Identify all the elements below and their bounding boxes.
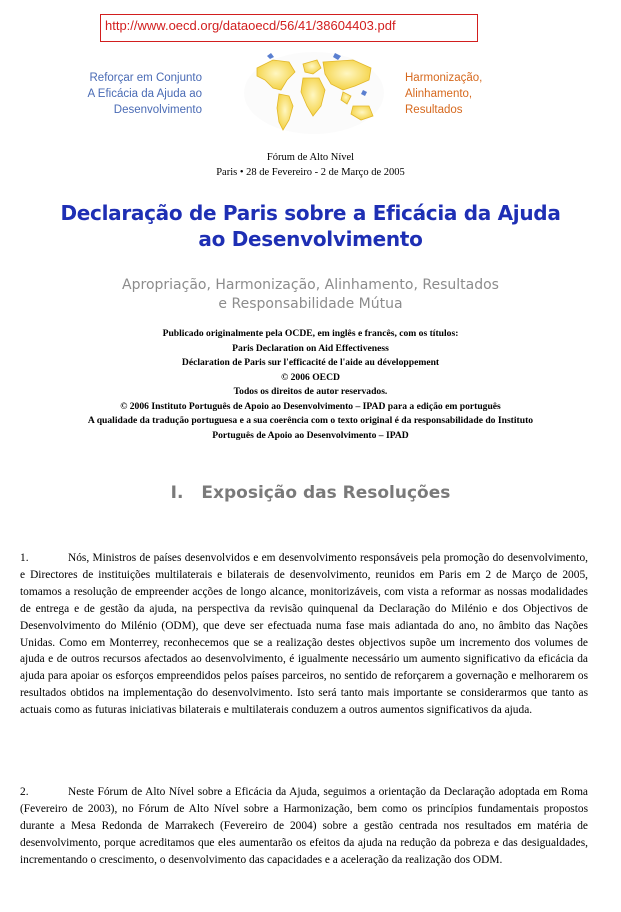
publication-line: Déclaration de Paris sur l'efficacité de l'aide au développement [181,357,440,368]
forum-place-date: Paris • 28 de Fevereiro - 2 de Março de 2005 [216,167,405,178]
publication-line: Publicado originalmente pela OCDE, em inglês e francês, com os títulos: [162,328,459,339]
section-number: I. [170,483,184,503]
paragraph [20,550,588,719]
tagline-left-line: A Eficácia da Ajuda ao [87,88,202,100]
source-url[interactable]: http://www.oecd.org/dataoecd/56/41/38604403.pdf [100,14,478,42]
tagline-right-line: Harmonização, [405,72,483,84]
paragraph-text: Neste Fórum de Alto Nível sobre a Eficácia da Ajuda, seguimos a orientação da Declaração adoptada em Roma (Fevereiro de 2003), no Fórum de Alto Nível sobre a Harmonização, bem como os princípios fundamentais propostos durante a Mesa Redonda de Marrakech (Fevereiro de 2004) sobre a gestão centrada nos resultados em matéria de desenvolvimento, porque acreditamos que eles aumentarão os efeitos da ajuda na redução da pobreza e das desigualdades, incrementando o crescimento, o desenvolvimento das capacidades e a aceleração da realização dos ODM. [20,786,588,866]
tagline-right [405,70,555,118]
publication-line: © 2006 Instituto Português de Apoio ao Desenvolvimento – IPAD para a edição em português [120,400,501,412]
paragraph-text: Nós, Ministros de países desenvolvidos e em desenvolvimento responsáveis pela promoção do desenvolvimento, e Directores de instituições multilaterais e bilaterais de desenvolvimento, reunidos em Paris em 2 de Março de 2005, tomamos a resolução de empreender acções de longo alcance, monitorizáveis, com vista a reformar as nossas modalidades de entrega e de gestão da ajuda, na perspectiva da revisão quinquenal da Declaração do Milénio e dos Objectivos de Desenvolvimento do Milénio (ODM), que deve ser efectuada numa fase mais adiantada do ano, no âmbito das Nações Unidas. Como em Monterrey, reconhecemos que se a realização destes objectivos supõe um incremento dos volumes de ajuda e de outros recursos afectados ao desenvolvimento, é igualmente necessário um aumento significativo da eficácia da ajuda para apoiar os esforços empreendidos pelos países parceiros, no sentido de reforçarem a governação e melhorarem os resultados obtidos na implementação do desenvolvimento. Isto será tanto mais importante se considerarmos que tanto as actuais como as futuras iniciativas bilaterais e multilaterais conduzem a outros aumentos significativos da ajuda. [20,552,588,717]
paragraph [20,784,588,869]
tagline-right-line: Resultados [405,104,463,116]
publication-notice [10,327,611,443]
document-subtitle [20,276,601,314]
publication-line: Paris Declaration on Aid Effectiveness [232,342,389,354]
document-subtitle-line: e Responsabilidade Mútua [218,296,403,312]
paragraph-number: 1. [20,552,29,564]
section-heading [0,483,621,503]
world-map-icon [243,50,386,136]
paragraph-number: 2. [20,786,29,798]
document-title [20,200,601,252]
publication-line: © 2006 OECD [281,371,340,383]
document-title-line: ao Desenvolvimento [198,227,423,251]
document-title-line: Declaração de Paris sobre a Eficácia da Ajuda [60,201,561,225]
forum-name: Fórum de Alto Nível [266,152,355,163]
section-title: Exposição das Resoluções [201,483,451,503]
tagline-left-line: Reforçar em Conjunto [89,72,202,84]
tagline-left [50,70,202,118]
tagline-right-line: Alinhamento, [405,88,473,100]
forum-info [0,150,621,180]
tagline-left-line: Desenvolvimento [113,104,202,116]
publication-line: A qualidade da tradução portuguesa e a sua coerência com o texto original é da responsabilidade do Instituto [87,415,534,426]
publication-line: Português de Apoio ao Desenvolvimento – IPAD [212,429,409,441]
document-subtitle-line: Apropriação, Harmonização, Alinhamento, Resultados [122,277,499,293]
publication-line: Todos os direitos de autor reservados. [233,386,388,397]
